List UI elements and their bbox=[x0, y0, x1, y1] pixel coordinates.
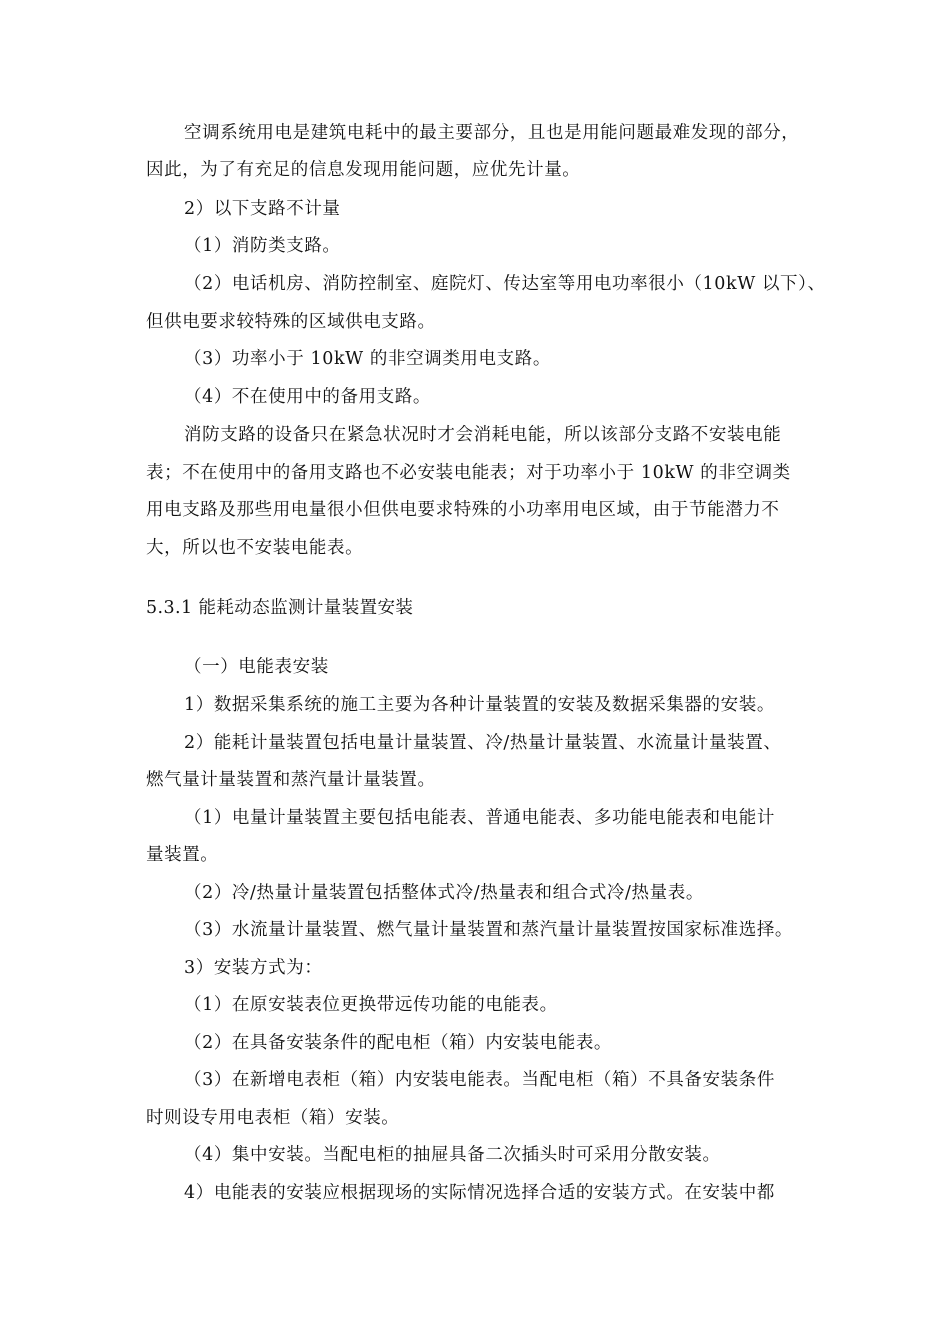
body-text-line: 空调系统用电是建筑电耗中的最主要部分，且也是用能问题最难发现的部分， bbox=[184, 123, 800, 143]
list-item: （2）电话机房、消防控制室、庭院灯、传达室等用电功率很小（10kW 以下）、 bbox=[184, 274, 826, 294]
list-item: （3）水流量计量装置、燃气量计量装置和蒸汽量计量装置按国家标准选择。 bbox=[184, 920, 794, 940]
subsection-heading: （一）电能表安装 bbox=[184, 657, 329, 677]
list-heading: 3）安装方式为： bbox=[184, 958, 323, 978]
list-item: （4）不在使用中的备用支路。 bbox=[184, 387, 432, 407]
list-item: 2）能耗计量装置包括电量计量装置、冷/热量计量装置、水流量计量装置、 bbox=[184, 733, 782, 753]
list-item-continued: 时则设专用电表柜（箱）安装。 bbox=[146, 1108, 400, 1128]
list-item: （1）在原安装表位更换带远传功能的电能表。 bbox=[184, 995, 558, 1015]
list-item: （3）在新增电表柜（箱）内安装电能表。当配电柜（箱）不具备安装条件 bbox=[184, 1070, 775, 1090]
list-item: （1）消防类支路。 bbox=[184, 236, 341, 256]
list-item: 4）电能表的安装应根据现场的实际情况选择合适的安装方式。在安装中都 bbox=[184, 1183, 775, 1203]
list-item: （2）在具备安装条件的配电柜（箱）内安装电能表。 bbox=[184, 1033, 613, 1053]
list-item: 1）数据采集系统的施工主要为各种计量装置的安装及数据采集器的安装。 bbox=[184, 695, 775, 715]
list-item-continued: 量装置。 bbox=[146, 845, 219, 865]
section-heading: 5.3.1 能耗动态监测计量装置安装 bbox=[146, 598, 414, 618]
list-item: （3）功率小于 10kW 的非空调类用电支路。 bbox=[184, 349, 551, 369]
list-item: （4）集中安装。当配电柜的抽屉具备二次插头时可采用分散安装。 bbox=[184, 1145, 721, 1165]
list-item-continued: 但供电要求较特殊的区域供电支路。 bbox=[146, 312, 436, 332]
body-text-line: 消防支路的设备只在紧急状况时才会消耗电能，所以该部分支路不安装电能 bbox=[184, 425, 782, 445]
body-text-line: 用电支路及那些用电量很小但供电要求特殊的小功率用电区域，由于节能潜力不 bbox=[146, 500, 780, 520]
list-item: （1）电量计量装置主要包括电能表、普通电能表、多功能电能表和电能计 bbox=[184, 808, 775, 828]
body-text-line: 因此，为了有充足的信息发现用能问题，应优先计量。 bbox=[146, 160, 581, 180]
list-item-continued: 燃气量计量装置和蒸汽量计量装置。 bbox=[146, 770, 436, 790]
body-text-line: 表；不在使用中的备用支路也不必安装电能表；对于功率小于 10kW 的非空调类 bbox=[146, 463, 791, 483]
list-heading: 2）以下支路不计量 bbox=[184, 199, 341, 219]
list-item: （2）冷/热量计量装置包括整体式冷/热量表和组合式冷/热量表。 bbox=[184, 883, 704, 903]
body-text-line: 大，所以也不安装电能表。 bbox=[146, 538, 364, 558]
